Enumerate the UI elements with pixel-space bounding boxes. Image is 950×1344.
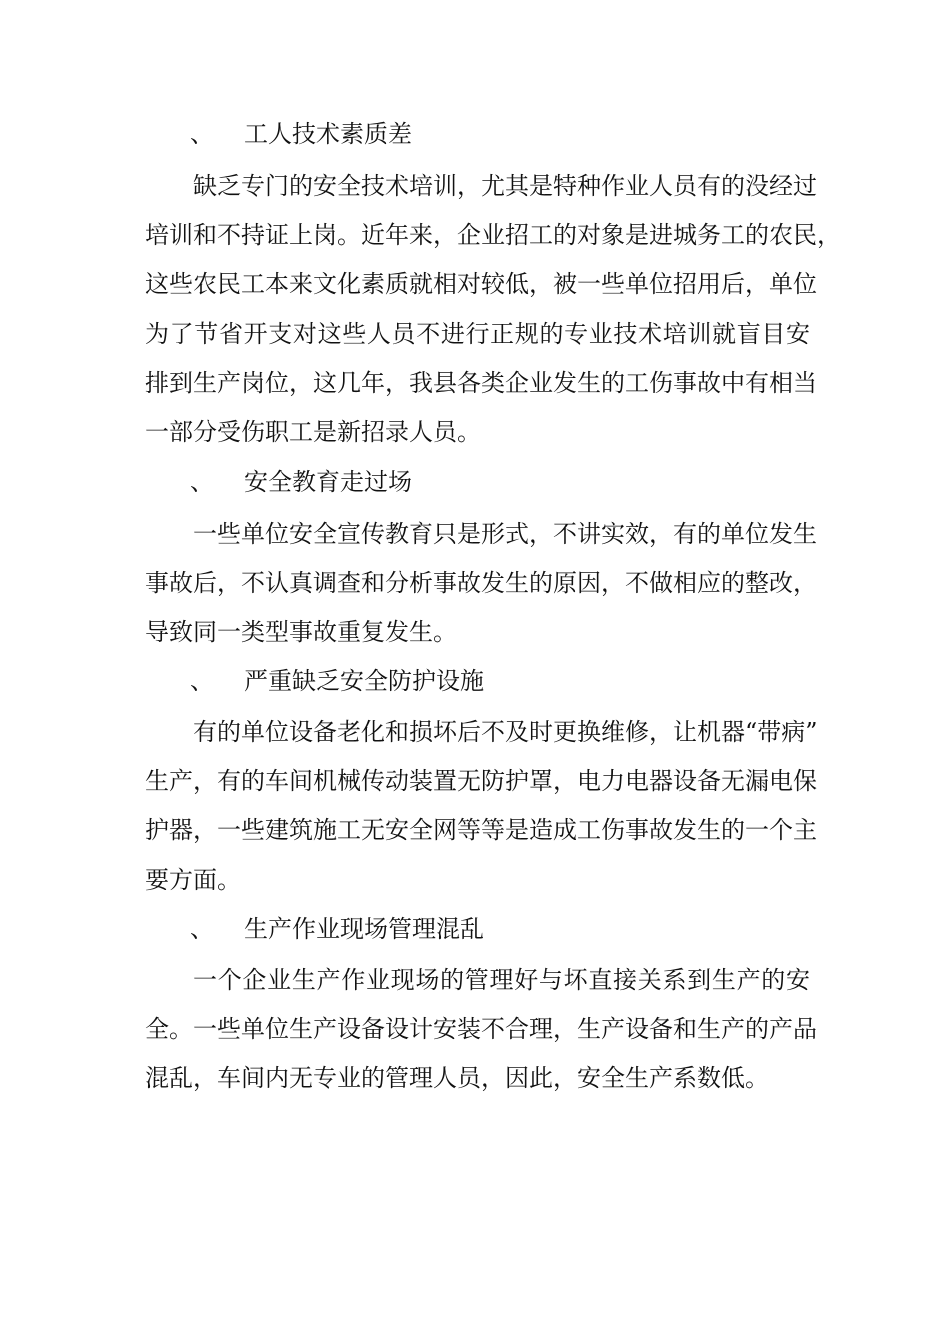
section-title: 工人技术素质差 — [244, 120, 412, 148]
paragraph-line: 导致同一类型事故重复发生。 — [145, 618, 457, 647]
enumeration-mark: 、 — [190, 915, 214, 943]
paragraph-line: 生产，有的车间机械传动装置无防护罩，电力电器设备无漏电保 — [145, 767, 817, 796]
paragraph — [145, 162, 841, 457]
paragraph-line: 缺乏专门的安全技术培训，尤其是特种作业人员有的没经过 — [193, 172, 817, 200]
paragraph-line: 混乱，车间内无专业的管理人员，因此，安全生产系数低。 — [145, 1064, 769, 1093]
paragraph-line: 一个企业生产作业现场的管理好与坏直接关系到生产的安 — [193, 966, 810, 994]
section-title: 严重缺乏安全防护设施 — [244, 667, 484, 695]
paragraph-line: 培训和不持证上岗。近年来，企业招工的对象是进城务工的农民， — [145, 221, 841, 250]
paragraph — [145, 708, 818, 905]
paragraph-line: 有的单位设备老化和损坏后不及时更换维修，让机器“带病” — [193, 718, 818, 746]
paragraph-line: 要方面。 — [145, 865, 241, 894]
paragraph-line: 这些农民工本来文化素质就相对较低，被一些单位招用后，单位 — [145, 270, 817, 299]
enumeration-mark: 、 — [190, 667, 214, 695]
section-heading — [0, 114, 950, 154]
paragraph — [145, 956, 817, 1104]
paragraph — [145, 510, 817, 658]
enumeration-mark: 、 — [190, 468, 214, 496]
paragraph-line: 事故后，不认真调查和分析事故发生的原因，不做相应的整改， — [145, 569, 817, 598]
paragraph-line: 一些单位安全宣传教育只是形式，不讲实效，有的单位发生 — [193, 520, 817, 548]
section-heading — [0, 909, 950, 949]
enumeration-mark: 、 — [190, 120, 214, 148]
paragraph-line: 一部分受伤职工是新招录人员。 — [145, 417, 481, 446]
paragraph-line: 全。一些单位生产设备设计安装不合理，生产设备和生产的产品 — [145, 1015, 817, 1044]
paragraph-line: 为了节省开支对这些人员不进行正规的专业技术培训就盲目安 — [145, 319, 810, 348]
section-title: 生产作业现场管理混乱 — [244, 915, 484, 943]
section-heading — [0, 462, 950, 502]
section-heading — [0, 661, 950, 701]
section-title: 安全教育走过场 — [244, 468, 412, 496]
paragraph-line: 排到生产岗位，这几年，我县各类企业发生的工伤事故中有相当 — [145, 368, 817, 397]
paragraph-line: 护器，一些建筑施工无安全网等等是造成工伤事故发生的一个主 — [145, 816, 817, 845]
